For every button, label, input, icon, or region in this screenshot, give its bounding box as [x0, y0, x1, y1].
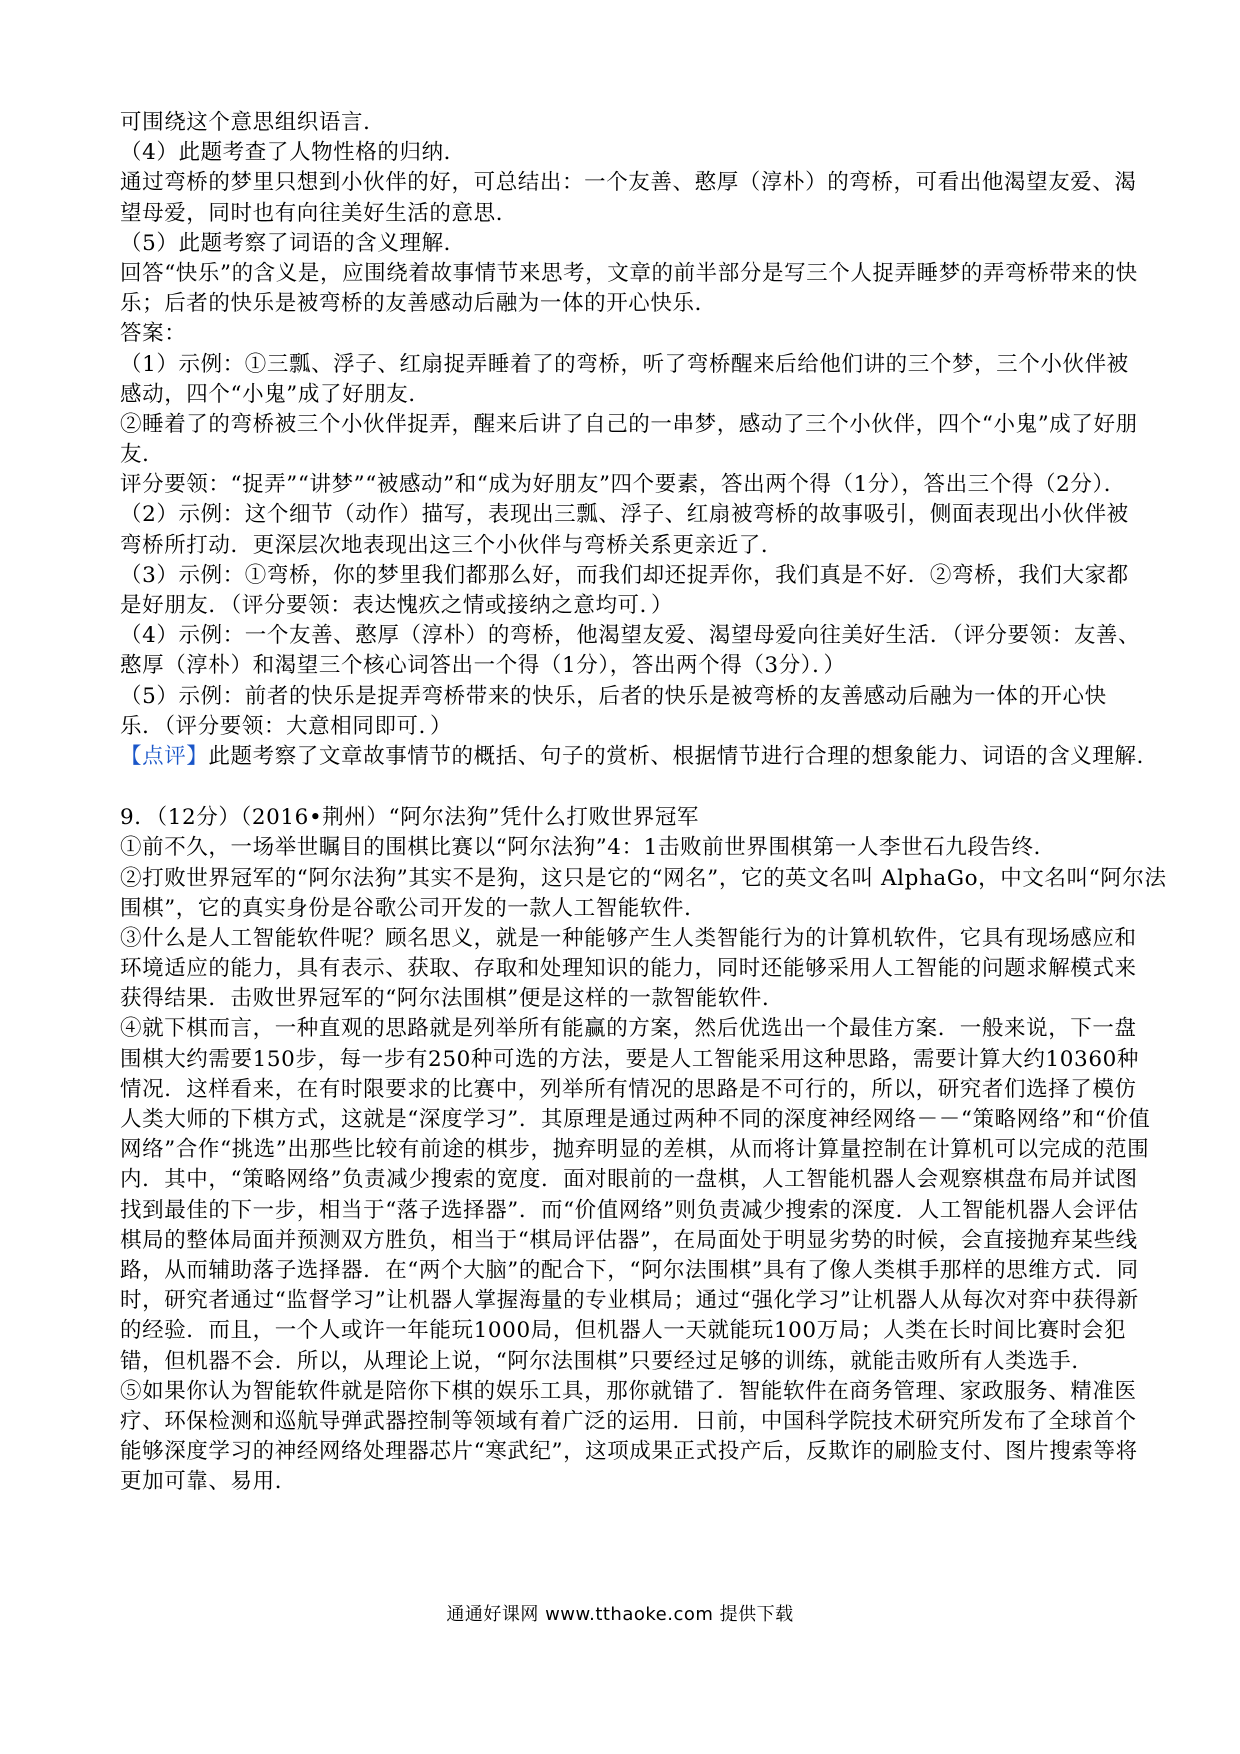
answer-text-line: 答案：	[120, 321, 187, 347]
question-text-line: 情况．这样看来，在有时限要求的比赛中，列举所有情况的思路是不可行的，所以，研究者们选择了模仿	[120, 1076, 1137, 1102]
question-text-line: ⑤如果你认为智能软件就是陪你下棋的娱乐工具，那你就错了．智能软件在商务管理、家政服务、精准医	[120, 1378, 1137, 1404]
answer-text-line: （4）此题考查了人物性格的归纳．	[120, 140, 466, 166]
comment-text: 此题考察了文章故事情节的概括、句子的赏析、根据情节进行合理的想象能力、词语的含义理解．	[208, 743, 1159, 769]
question-text-line: 网络”合作“挑选”出那些比较有前途的棋步，抛弃明显的差棋，从而将计算量控制在计算机可以完成的范围	[120, 1137, 1150, 1163]
section-gap	[120, 772, 1130, 803]
answer-text-line: 通过弯桥的梦里只想到小伙伴的好，可总结出：一个友善、憨厚（淳朴）的弯桥，可看出他渴望友爱、渴	[120, 170, 1137, 196]
question-text-line: 棋局的整体局面并预测双方胜负，相当于“棋局评估器”，在局面处于明显劣势的时候，会直接抛弃某些线	[120, 1227, 1138, 1253]
page-footer: 通通好课网 www.tthaoke.com 提供下载	[446, 1604, 794, 1625]
question-9-section	[120, 803, 1167, 1497]
answer-text-line: 可围绕这个意思组织语言．	[120, 110, 386, 135]
answer-text-line: 感动，四个“小鬼”成了好朋友．	[120, 381, 431, 407]
answer-text-line: （5）示例：前者的快乐是捉弄弯桥带来的快乐，后者的快乐是被弯桥的友善感动后融为一体的开心快	[120, 683, 1107, 709]
answer-text-line: 友．	[120, 442, 165, 468]
question-text-line: ③什么是人工智能软件呢？顾名思义，就是一种能够产生人类智能行为的计算机软件，它具有现场感应和	[120, 925, 1137, 951]
question-text-line: 能够深度学习的神经网络处理器芯片“寒武纪”，这项成果正式投产后，反欺诈的刷脸支付、图片搜索等将	[120, 1439, 1138, 1465]
answer-text-line: 憨厚（淳朴）和渴望三个核心词答出一个得（1分），答出两个得（3分）．）	[120, 653, 846, 679]
question-text-line: 围棋”，它的真实身份是谷歌公司开发的一款人工智能软件．	[120, 895, 707, 921]
question-text-line: 路，从而辅助落子选择器．在“两个大脑”的配合下，“阿尔法围棋”具有了像人类棋手那样的思维方式．同	[120, 1257, 1139, 1283]
answer-text-line: 乐；后者的快乐是被弯桥的友善感动后融为一体的开心快乐．	[120, 291, 717, 317]
question-text-line: 错，但机器不会．所以，从理论上说，“阿尔法围棋”只要经过足够的训练，就能击败所有人类选手．	[120, 1348, 1094, 1374]
question-text-line: 疗、环保检测和巡航导弹武器控制等领域有着广泛的运用．日前，中国科学院技术研究所发布了全球首个	[120, 1408, 1137, 1434]
comment-tag: 【点评】	[120, 743, 209, 769]
question-text-line: 更加可靠、易用．	[120, 1469, 297, 1495]
question-text-line: 找到最佳的下一步，相当于“落子选择器”．而“价值网络”则负责减少搜索的深度．人工智能机器人会评估	[120, 1197, 1139, 1223]
answer-text-line: 弯桥所打动．更深层次地表现出这三个小伙伴与弯桥关系更亲近了．	[120, 532, 784, 558]
question-text-line: ④就下棋而言，一种直观的思路就是列举所有能赢的方案，然后优选出一个最佳方案．一般来说，下一盘	[120, 1016, 1137, 1042]
answer-text-line: （2）示例：这个细节（动作）描写，表现出三瓢、浮子、红扇被弯桥的故事吸引，侧面表现出小伙伴被	[120, 502, 1129, 528]
answer-text-line: 望母爱，同时也有向往美好生活的意思．	[120, 200, 518, 226]
question-text-line: 获得结果．击败世界冠军的“阿尔法围棋”便是这样的一款智能软件．	[120, 986, 785, 1012]
question-text-line: 围棋大约需要150步，每一步有250种可选的方法，要是人工智能采用这种思路，需要计算大约10360种	[120, 1046, 1139, 1072]
question-text-line: 环境适应的能力，具有表示、获取、存取和处理知识的能力，同时还能够采用人工智能的问题求解模式来	[120, 956, 1137, 982]
question-text-line: 时，研究者通过“监督学习”让机器人掌握海量的专业棋局；通过“强化学习”让机器人从每次对弈中获得新	[120, 1288, 1139, 1314]
question-text-line: 内．其中，“策略网络”负责减少搜索的宽度．面对眼前的一盘棋，人工智能机器人会观察棋盘布局并试图	[120, 1167, 1138, 1193]
comment-line	[120, 742, 1159, 772]
question-text-line: ②打败世界冠军的“阿尔法狗”其实不是狗，这只是它的“网名”，它的英文名叫 AlphaGo，中文名叫“阿尔法	[120, 865, 1167, 891]
question-text-line: 人类大师的下棋方式，这就是“深度学习”．其原理是通过两种不同的深度神经网络－－“策略网络”和“价值	[120, 1107, 1151, 1132]
question-text-line: 的经验．而且，一个人或许一年能玩1000局，但机器人一天就能玩100万局；人类在长时间比赛时会犯	[120, 1318, 1127, 1344]
answer-text-line: 是好朋友．（评分要领：表达愧疚之情或接纳之意均可．）	[120, 593, 674, 618]
answer-text-line: 回答“快乐”的含义是，应围绕着故事情节来思考，文章的前半部分是写三个人捉弄睡梦的弄弯桥带来的快	[120, 260, 1138, 286]
answer-text-line: 评分要领：“捉弄”“讲梦”“被感动”和“成为好朋友”四个要素，答出两个得（1分），答出三个得（2分）．	[120, 472, 1126, 498]
answer-text-line: （5）此题考察了词语的含义理解．	[120, 230, 466, 256]
answer-text-line: （4）示例：一个友善、憨厚（淳朴）的弯桥，他渴望友爱、渴望母爱向往美好生活．（评分要领：友善、	[120, 623, 1141, 649]
question-text-line: ①前不久，一场举世瞩目的围棋比赛以“阿尔法狗”4：1击败前世界围棋第一人李世石九段告终．	[120, 835, 1056, 861]
answer-text-line: 乐．（评分要领：大意相同即可．）	[120, 713, 453, 739]
answer-text-line: （3）示例：①弯桥，你的梦里我们都那么好，而我们却还捉弄你，我们真是不好．②弯桥，我们大家都	[120, 562, 1129, 588]
answer-analysis-section	[120, 108, 1141, 742]
document-page	[120, 108, 1167, 1497]
answer-text-line: ②睡着了的弯桥被三个小伙伴捉弄，醒来后讲了自己的一串梦，感动了三个小伙伴，四个“小鬼”成了好朋	[120, 411, 1138, 437]
answer-text-line: （1）示例：①三瓢、浮子、红扇捉弄睡着了的弯桥，听了弯桥醒来后给他们讲的三个梦，三个小伙伴被	[120, 351, 1129, 377]
question-text-line: 9．（12分）（2016•荆州）“阿尔法狗”凭什么打败世界冠军	[120, 805, 700, 831]
